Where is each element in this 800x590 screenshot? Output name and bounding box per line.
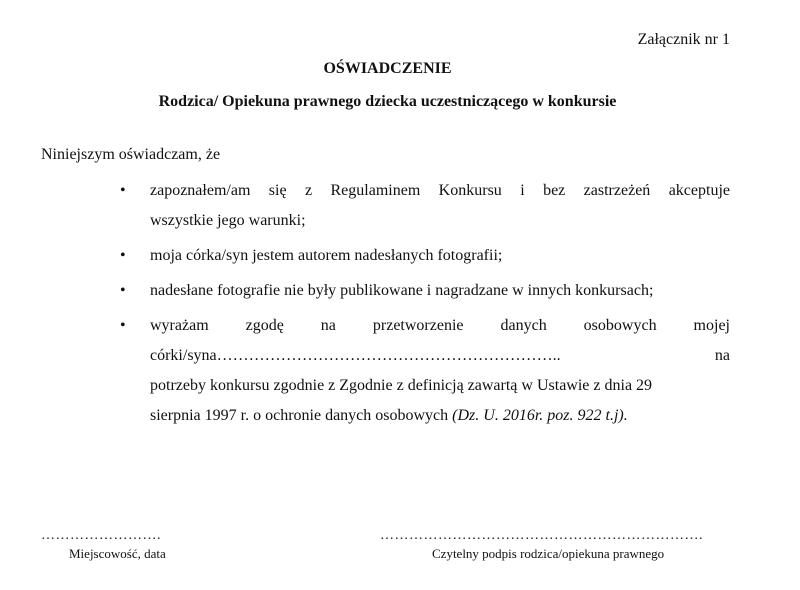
item-4-line-2-start: córki/syna……………………………………………………….. [150, 347, 561, 364]
legal-citation: (Dz. U. 2016r. poz. 922 t.j). [452, 407, 628, 424]
guardian-signature-label: Czytelny podpis rodzica/opiekuna prawnego [432, 546, 665, 561]
place-date-label: Miejscowość, data [69, 546, 166, 561]
list-item [120, 311, 730, 431]
bullet-icon: • [120, 247, 126, 264]
bullet-icon: • [120, 317, 126, 334]
annex-label: Załącznik nr 1 [637, 31, 730, 48]
item-4-line-1: wyrażam zgodę na przetworzenie danych osobowych mojej [150, 317, 730, 334]
item-4-line-4 [150, 401, 730, 431]
place-date-signature-line: ……………………. [41, 528, 161, 543]
intro-text: Niniejszym oświadczam, że [41, 146, 221, 163]
bullet-icon: • [120, 182, 126, 199]
item-3-line-1: nadesłane fotografie nie były publikowane i nagradzane w innych konkursach; [150, 282, 654, 299]
item-4-line-2-end: na [714, 347, 730, 364]
list-item [120, 276, 730, 306]
item-4-line-2 [150, 341, 730, 371]
list-item [120, 241, 730, 271]
item-2-line-1: moja córka/syn jestem autorem nadesłanych fotografii; [150, 247, 503, 264]
declaration-list [120, 176, 730, 436]
item-1-line-1: zapoznałem/am się z Regulaminem Konkursu i bez zastrzeżeń akceptuje [150, 182, 730, 199]
list-item [120, 176, 730, 236]
item-4-line-3: potrzeby konkursu zgodnie z Zgodnie z definicją zawartą w Ustawie z dnia 29 [150, 377, 653, 394]
item-4-line-4-text: sierpnia 1997 r. o ochronie danych osobowych [150, 407, 449, 424]
document-title: OŚWIADCZENIE [323, 60, 452, 77]
document-subtitle: Rodzica/ Opiekuna prawnego dziecka uczestniczącego w konkursie [158, 93, 617, 110]
item-1-line-2: wszystkie jego warunki; [150, 212, 306, 229]
bullet-icon: • [120, 282, 126, 299]
guardian-signature-line: …………………………………………………………. [380, 528, 703, 543]
